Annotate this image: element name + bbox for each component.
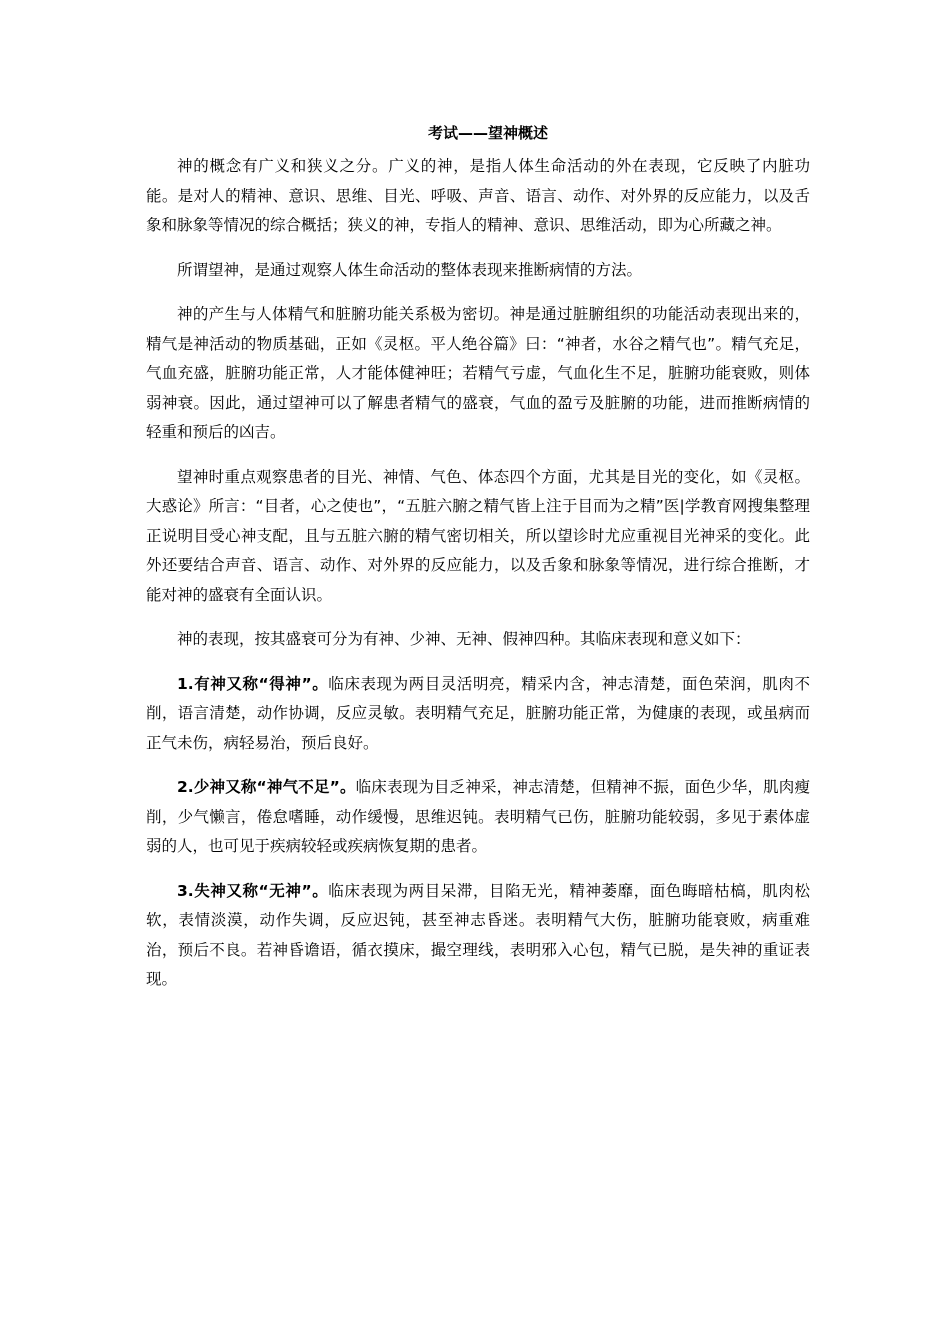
paragraph-body: 临床表现为两目灵活明亮，精采内含，神志清楚，面色荣润，肌肉不削，语言清楚，动作协调，反应灵敏。表明精气充足，脏腑功能正常，为健康的表现，或虽病而正气未伤，病轻易治，预后良好。 — [146, 674, 810, 752]
paragraph-observation-focus: 望神时重点观察患者的目光、神情、气色、体态四个方面，尤其是目光的变化，如《灵枢。大惑论》所言：“目者，心之使也”，“五脏六腑之精气皆上注于目而为之精”医|学教育网搜集整理正说明目受心神支配，且与五脏六腑的精气密切相关，所以望诊时尤应重视目光神采的变化。此外还要结合声音、语言、动作、对外界的反应能力，以及舌象和脉象等情况，进行综合推断，才能对神的盛衰有全面认识。 — [146, 467, 810, 604]
paragraph-shao-shen — [146, 773, 810, 862]
paragraph-wangshen-definition: 所谓望神，是通过观察人体生命活动的整体表现来推断病情的方法。 — [177, 260, 643, 279]
paragraph-shen-concept: 神的概念有广义和狭义之分。广义的神，是指人体生命活动的外在表现，它反映了内脏功能。是对人的精神、意识、思维、目光、呼吸、声音、语言、动作、对外界的反应能力，以及舌象和脉象等情况的综合概括；狭义的神，专指人的精神、意识、思维活动，即为心所藏之神。 — [146, 157, 810, 234]
paragraph-body: 临床表现为目乏神采，神志清楚，但精神不振，面色少华，肌肉瘦削，少气懒言，倦怠嗜睡，动作缓慢，思维迟钝。表明精气已伤，脏腑功能较弱，多见于素体虚弱的人，也可见于疾病较轻或疾病恢复期的患者。 — [146, 778, 810, 855]
paragraph-shen-types: 神的表现，按其盛衰可分为有神、少神、无神、假神四种。其临床表现和意义如下： — [177, 630, 751, 648]
paragraph-shi-shen — [146, 877, 810, 995]
paragraph-you-shen — [146, 670, 810, 759]
paragraph-lead: 1.有神又称“得神”。 — [177, 674, 329, 693]
document-page — [146, 118, 810, 1010]
paragraph-body: 临床表现为两目呆滞，目陷无光，精神萎靡，面色晦暗枯槁，肌肉松软，表情淡漠，动作失调，反应迟钝，甚至神志昏迷。表明精气大伤，脏腑功能衰败，病重难治，预后不良。若神昏谵语，循衣摸床，撮空理线，表明邪入心包，精气已脱，是失神的重证表现。 — [146, 881, 810, 988]
document-title: 考试——望神概述 — [427, 124, 548, 142]
paragraph-lead: 3.失神又称“无神”。 — [177, 881, 329, 900]
paragraph-shen-origin: 神的产生与人体精气和脏腑功能关系极为密切。神是通过脏腑组织的功能活动表现出来的，精气是神活动的物质基础，正如《灵枢。平人绝谷篇》曰：“神者，水谷之精气也”。精气充足，气血充盛，脏腑功能正常，人才能体健神旺；若精气亏虚，气血化生不足，脏腑功能衰败，则体弱神衰。因此，通过望神可以了解患者精气的盛衰，气血的盈亏及脏腑的功能，进而推断病情的轻重和预后的凶吉。 — [146, 305, 810, 441]
paragraph-lead: 2.少神又称“神气不足”。 — [177, 778, 356, 796]
